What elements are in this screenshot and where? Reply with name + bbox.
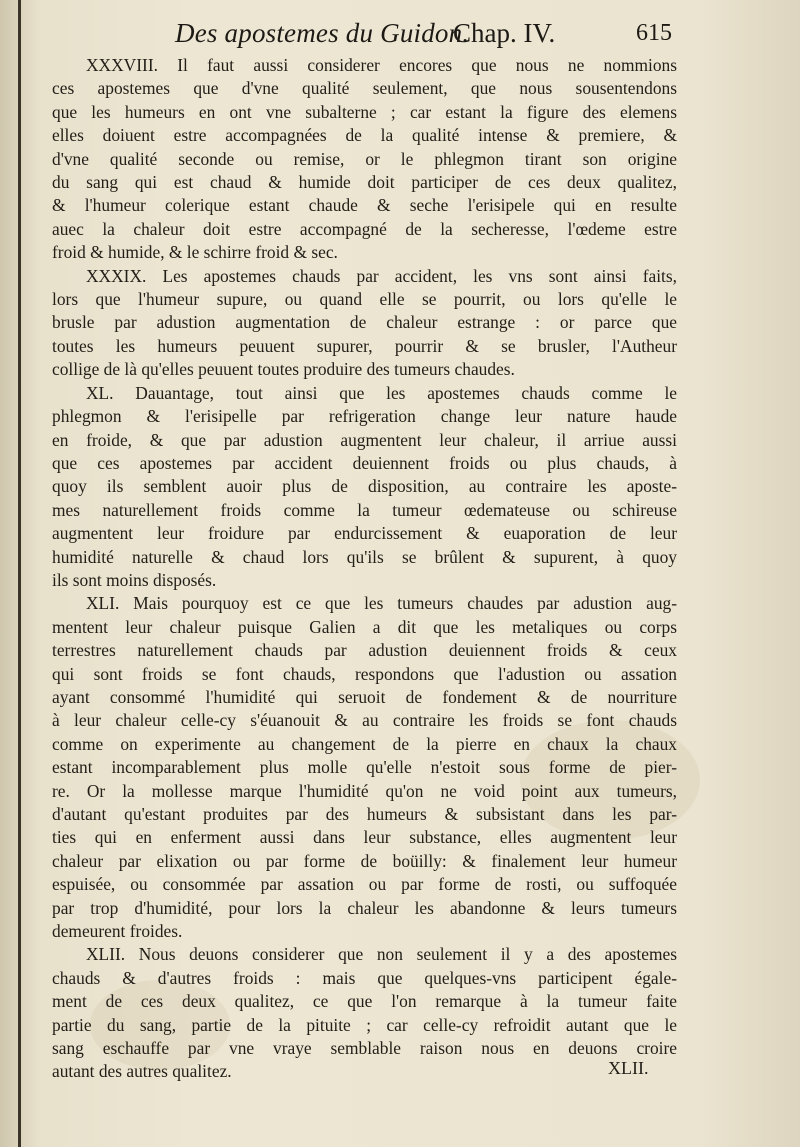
text-line: estant incomparablement plus molle qu'elle n'estoit sous forme de pier- (52, 757, 677, 778)
text-line: demeurent froides. (52, 921, 183, 942)
paragraph (52, 943, 677, 1083)
chapter-label: Chap. IV. (453, 18, 556, 48)
text-line: mentent leur chaleur puisque Galien a dit que les metaliques ou corps (52, 616, 677, 637)
text-line: mes naturellement froids comme la tumeur œdemateuse ou schireuse (52, 499, 677, 520)
text-line: quoy ils semblent auoir plus de disposition, au contraire les aposte- (52, 476, 677, 497)
text-line: chauds & d'autres froids : mais que quelques-vns participent égale- (52, 967, 677, 988)
text-line: à leur chaleur celle-cy s'éuanouit & au contraire les froids se font chauds (52, 710, 677, 731)
text-line: que les humeurs en ont vne subalterne ; car estant la figure des elemens (52, 101, 677, 122)
text-line: terrestres naturellement chauds par adustion deuiennent froids & ceux (52, 640, 677, 661)
text-line: toutes les humeurs peuuent supurer, pourrir & se brusler, l'Autheur (52, 335, 677, 356)
text-line: ils sont moins disposés. (52, 569, 217, 590)
text-line: phlegmon & l'erisipelle par refrigeration change leur nature haude (52, 406, 677, 427)
page-header (0, 14, 800, 54)
text-line: en froide, & que par adustion augmentent leur chaleur, il arriue aussi (52, 429, 677, 450)
paragraph (52, 592, 677, 943)
text-line: & l'humeur colerique estant chaude & seche l'erisipele qui en resulte (52, 195, 677, 216)
text-line: ces apostemes que d'vne qualité seulement, que nous sousentendons (52, 78, 677, 99)
text-line: XLI. Mais pourquoy est ce que les tumeurs chaudes par adustion aug- (86, 593, 677, 614)
text-line: espuisée, ou consommée par assation ou par forme de rosti, ou suffoquée (52, 874, 677, 895)
text-line: XXXVIII. Il faut aussi considerer encores que nous ne nommions (86, 55, 677, 75)
text-line: re. Or la mollesse marque l'humidité qu'on ne void point aux tumeurs, (52, 780, 677, 801)
text-line: autant des autres qualitez. (52, 1061, 232, 1082)
main-text (52, 54, 677, 1084)
text-line: collige de là qu'elles peuuent toutes produire des tumeurs chaudes. (52, 359, 515, 380)
text-line: partie du sang, partie de la pituite ; car celle-cy refroidit autant que le (52, 1014, 677, 1035)
text-line: ayant consommé l'humidité qui seruoit de fondement & de nourriture (52, 686, 677, 707)
text-line: qui sont froids se font chauds, respondons que l'adustion ou assation (52, 663, 677, 684)
text-line: lors que l'humeur supure, ou quand elle se pourrit, ou lors qu'elle le (52, 289, 677, 310)
text-line: humidité naturelle & chaud lors qu'ils se brûlent & supurent, à quoy (52, 546, 677, 567)
text-line: que ces apostemes par accident deuiennent froids ou plus chauds, à (52, 452, 677, 473)
text-line: XLII. Nous deuons considerer que non seulement il y a des apostemes (86, 944, 677, 965)
text-line: sang eschauffe par vne vraye semblable raison nous en deuons croire (52, 1038, 677, 1059)
text-line: ties qui en enferment aussi dans leur substance, elles augmentent leur (52, 827, 677, 848)
text-line: ment de ces deux qualitez, ce que l'on remarque à la tumeur faite (52, 991, 677, 1012)
text-line: chaleur par elixation ou par forme de boüilly: & finalement leur humeur (52, 850, 677, 871)
text-line: auec la chaleur doit estre accompagné de la secheresse, l'œdeme estre (52, 218, 677, 239)
text-line: par trop d'humidité, pour lors la chaleur les abandonne & leurs tumeurs (52, 897, 677, 918)
text-line: d'vne qualité seconde ou remise, or le phlegmon tirant son origine (52, 148, 677, 169)
paragraph (52, 265, 677, 382)
paragraph (52, 382, 677, 593)
text-line: elles doiuent estre accompagnées de la qualité intense & premiere, & (52, 125, 677, 146)
text-line: du sang qui est chaud & humide doit participer de ces deux qualitez, (52, 172, 677, 193)
text-line: XXXIX. Les apostemes chauds par accident, les vns sont ainsi faits, (86, 265, 677, 286)
text-line: d'autant qu'estant produites par des humeurs & subsistant dans les par- (52, 804, 677, 824)
text-line: froid & humide, & le schirre froid & sec. (52, 242, 338, 263)
text-line: comme on experimente au changement de la pierre en chaux la chaux (52, 733, 677, 754)
page-gutter-edge (18, 0, 21, 1147)
text-line: augmentent leur froidure par endurcissement & euaporation de leur (52, 523, 677, 544)
running-title: Des apostemes du Guidon. (175, 18, 470, 48)
text-line: XL. Dauantage, tout ainsi que les apostemes chauds comme le (86, 382, 677, 403)
paragraph (52, 54, 677, 265)
text-line: brusle par adustion augmentation de chaleur estrange : or parce que (52, 312, 677, 333)
catchword: XLII. (608, 1058, 649, 1078)
page-number: 615 (636, 20, 672, 46)
